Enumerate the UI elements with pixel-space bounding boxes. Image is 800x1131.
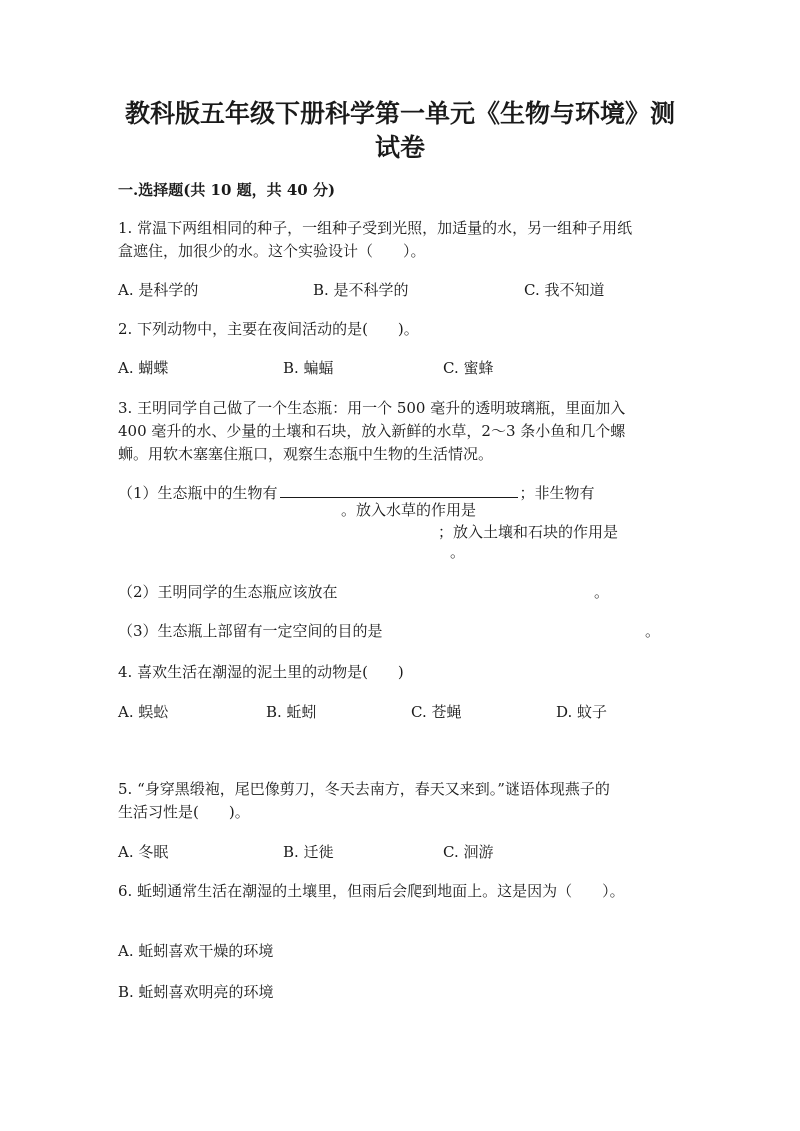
q4-option-c[interactable]: C. 苍蝇	[411, 703, 462, 721]
section-heading: 一.选择题(共 10 题，共 40 分)	[118, 181, 336, 199]
q5-stem-line1: 5. “身穿黑缎袍，尾巴像剪刀，冬天去南方，春天又来到。”谜语体现燕子的	[118, 780, 610, 798]
q3-stem-line3: 蛳。用软木塞塞住瓶口，观察生态瓶中生物的生活情况。	[118, 445, 494, 463]
q6-stem: 6. 蚯蚓通常生活在潮湿的土壤里，但雨后会爬到地面上。这是因为（ ）。	[118, 882, 625, 900]
q1-option-b[interactable]: B. 是不科学的	[313, 281, 409, 299]
q1-stem-line2: 盒遮住，加很少的水。这个实验设计（ ）。	[118, 242, 426, 260]
q3-sub3-end: 。	[645, 622, 661, 640]
page-title-line2: 试卷	[374, 133, 425, 162]
q3-stem-line1: 3. 王明同学自己做了一个生态瓶：用一个 500 毫升的透明玻璃瓶，里面加入	[118, 399, 626, 417]
q4-option-d[interactable]: D. 蚊子	[556, 703, 608, 721]
q3-sub1-answer-blank[interactable]	[280, 481, 518, 498]
page-title-line1: 教科版五年级下册科学第一单元《生物与环境》测	[124, 99, 675, 128]
q4-option-a[interactable]: A. 蜈蚣	[118, 703, 169, 721]
q3-sub2: （2）王明同学的生态瓶应该放在	[118, 583, 338, 601]
q3-stem-line2: 400 毫升的水、少量的土壤和石块，放入新鲜的水草，2～3 条小鱼和几个螺	[118, 422, 626, 440]
q5-option-b[interactable]: B. 迁徙	[283, 843, 334, 861]
q3-sub1-end: 。	[450, 543, 466, 561]
q1-option-c[interactable]: C. 我不知道	[524, 281, 605, 299]
q3-sub2-end: 。	[594, 583, 610, 601]
q2-option-b[interactable]: B. 蝙蝠	[283, 359, 334, 377]
q3-sub1-soil-prompt: ；放入土壤和石块的作用是	[438, 523, 619, 541]
q4-stem: 4. 喜欢生活在潮湿的泥土里的动物是( )	[118, 663, 404, 681]
q1-stem-line1: 1. 常温下两组相同的种子，一组种子受到光照，加适量的水，另一组种子用纸	[118, 219, 633, 237]
q2-option-a[interactable]: A. 蝴蝶	[118, 359, 169, 377]
q3-sub1-nonliving-prompt: ；非生物有	[519, 484, 595, 502]
q5-option-c[interactable]: C. 洄游	[443, 843, 494, 861]
q3-sub3: （3）生态瓶上部留有一定空间的目的是	[118, 622, 383, 640]
q3-sub1-prompt: （1）生态瓶中的生物有	[118, 484, 278, 502]
q2-stem: 2. 下列动物中，主要在夜间活动的是( )。	[118, 320, 419, 338]
q3-sub1-waterweed-prompt: 。放入水草的作用是	[341, 501, 477, 519]
q2-option-c[interactable]: C. 蜜蜂	[443, 359, 494, 377]
q6-option-a[interactable]: A. 蚯蚓喜欢干燥的环境	[118, 942, 274, 960]
q5-stem-line2: 生活习性是( )。	[118, 803, 250, 821]
q5-option-a[interactable]: A. 冬眠	[118, 843, 169, 861]
q1-option-a[interactable]: A. 是科学的	[118, 281, 199, 299]
q6-option-b[interactable]: B. 蚯蚓喜欢明亮的环境	[118, 983, 274, 1001]
q4-option-b[interactable]: B. 蚯蚓	[266, 703, 317, 721]
